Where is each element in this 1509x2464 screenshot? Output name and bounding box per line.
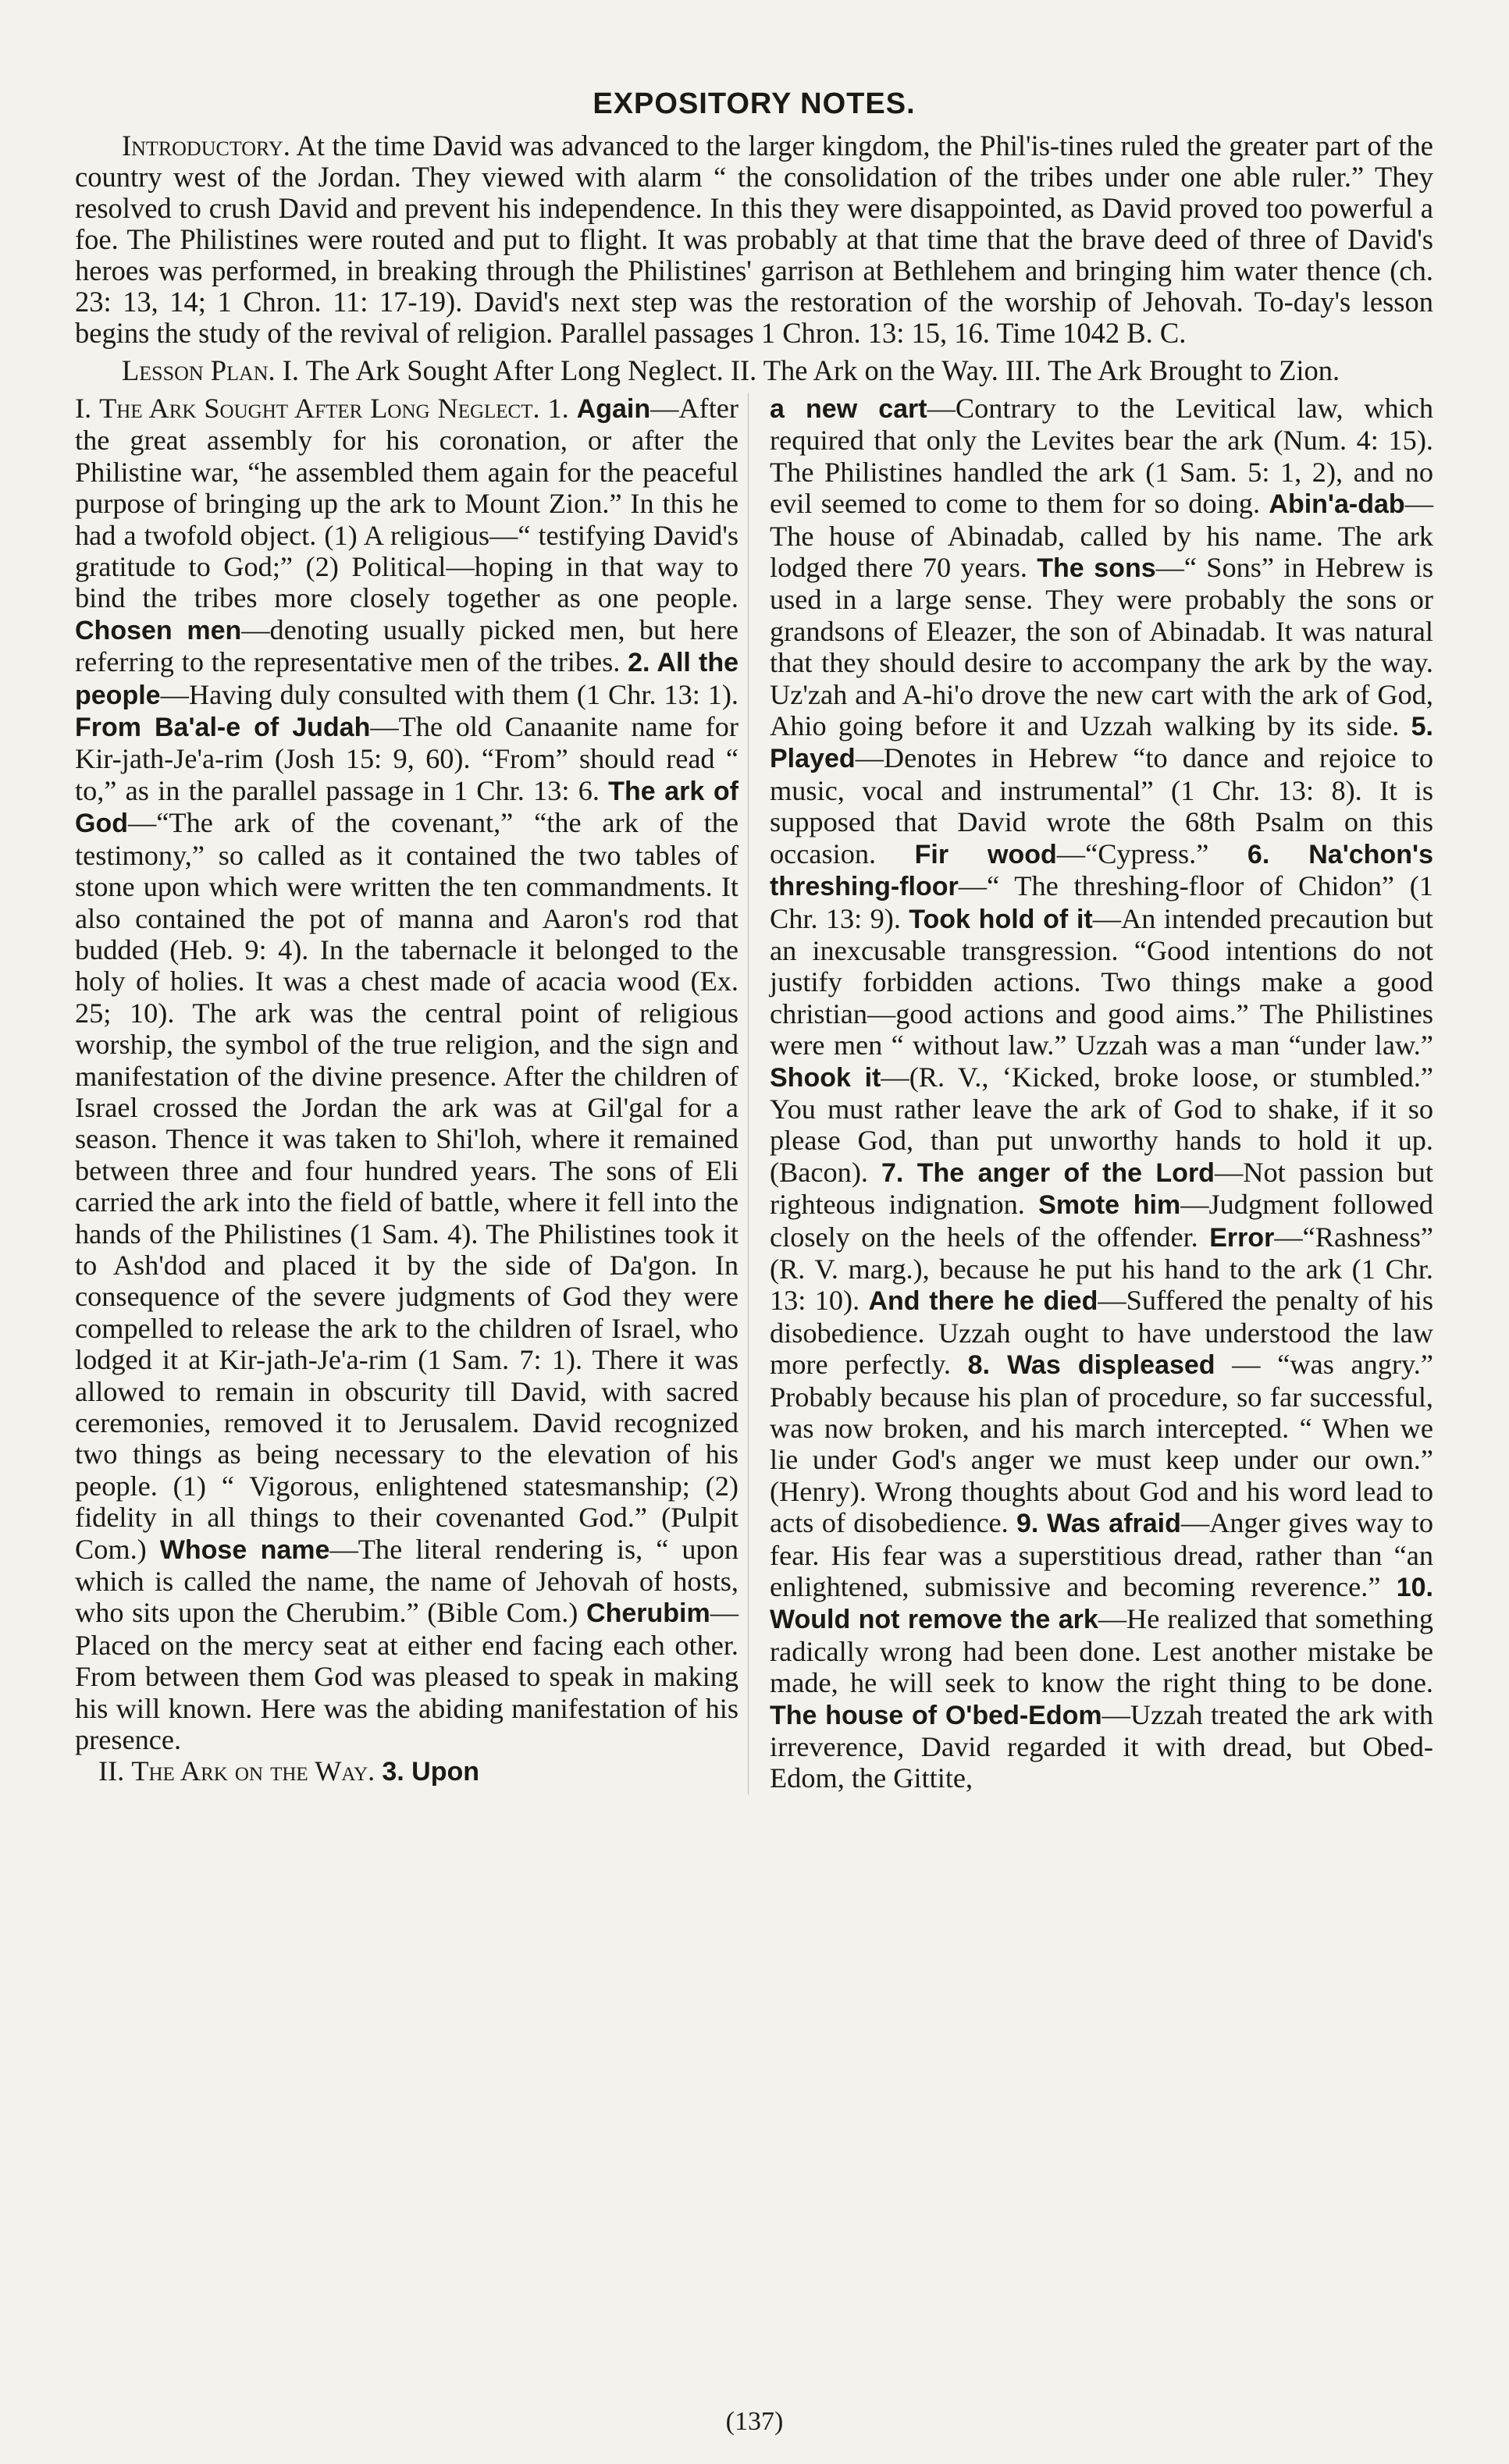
right-column-text: —“Cypress.”	[1056, 837, 1247, 869]
left-column-keyword: 2. All the people	[75, 648, 738, 710]
right-column-keyword: Fir wood	[914, 839, 1057, 869]
introduction-label: Introductory.	[122, 130, 290, 162]
left-column-keyword: Again	[576, 394, 651, 424]
right-column-keyword: The house of O'bed-Edom	[770, 1700, 1102, 1730]
right-column-text: —Denotes in Hebrew “to dance and rejoice to music, vocal and instrumental” (1 Chr. 13: 8). It is supposed that David wrote the 68th Psalm on this occasion.	[770, 742, 1433, 869]
left-column-text: —“The ark of the covenant,” “the ark of the testimony,” so called as it contained the two tables of stone upon which were written the ten commandments. It also contained the pot of manna and Aaron's rod that budded (Heb. 9: 4). In the tabernacle it belonged to the holy of holies. It was a chest made of acacia wood (Ex. 25; 10). The ark was the central point of religious worship, the symbol of the true religion, and the sign and manifestation of the divine presence. After the children of Israel crossed the Jordan the ark was at Gil'gal for a season. Thence it was taken to Shi'loh, where it remained between three and four hundred years. The sons of Eli carried the ark into the field of battle, where it fell into the hands of the Philistines (1 Sam. 4). The Philistines took it to Ash'dod and placed it by the side of Da'gon. In consequence of the severe judgments of God they were compelled to release the ark to the children of Israel, who lodged it at Kir-jath-Je'a-rim (1 Sam. 7: 1). There it was allowed to remain in obscurity till David, with sacred ceremonies, removed it to Jerusalem. David recognized two things as being necessary to the elevation of his people. (1) “ Vigorous, enlightened statesmanship; (2) fidelity in all things to their covenanted God.” (Pulpit Com.)	[75, 807, 738, 1565]
right-column-text: —(R. V., ‘Kicked, broke loose, or stumbled.” You must rather leave the ark of God to shake, if it so please God, than put unworthy hands to hold it up. (Bacon).	[770, 1061, 1434, 1188]
right-column-keyword: 9. Was afraid	[1016, 1509, 1181, 1539]
right-column-text: —“ Sons” in Hebrew is used in a large sense. They were probably the sons or grandsons of Eleazer, the son of Abinadab. It was natural that they should desire to accompany the ark by the way. Uz'zah and A-hi'o drove the new cart with the ark of God, Ahio going before it and Uzzah walking by its side.	[770, 552, 1433, 742]
left-column-text	[75, 393, 738, 1755]
left-column-tail-heading: The Ark on the Way.	[131, 1755, 375, 1787]
left-column-text: —The old Canaanite name for Kir-jath-Je'a-rim (Josh 15: 9, 60). “From” should read “ to,” as in the parallel passage in 1 Chr. 13: 6.	[75, 711, 738, 806]
page-title: EXPOSITORY NOTES.	[593, 87, 916, 120]
left-column-tail-keyword: 3. Upon	[382, 1757, 480, 1787]
left-column-text: 1.	[539, 393, 577, 424]
right-column-text: —Uzzah treated the ark with irreverence, David regarded it with dread, but Obed-Edom, the Gittite,	[770, 1698, 1433, 1794]
right-column	[770, 393, 1433, 1794]
right-column-keyword: Shook it	[770, 1062, 881, 1093]
right-column-keyword: 6. Na'chon's threshing-floor	[770, 839, 1433, 902]
right-column-text: —“Rashness” (R. V. marg.), because he put his hand to the ark (1 Chr. 13: 10).	[770, 1221, 1433, 1317]
lesson-plan-text: I. The Ark Sought After Long Neglect. II. The Ark on the Way. III. The Ark Brought to Zion.	[282, 354, 1340, 386]
left-column-text: I.	[75, 393, 100, 424]
introduction-paragraph	[75, 130, 1433, 349]
introduction-text: At the time David was advanced to the larger kingdom, the Phil'is-tines ruled the greater part of the country west of the Jordan. They viewed with alarm “ the consolidation of the tribes under one able ruler.” They resolved to crush David and prevent his independence. In this they were disappointed, as David proved too powerful a foe. The Philistines were routed and put to flight. It was probably at that time that the brave deed of three of David's heroes was performed, in breaking through the Philistines' garrison at Bethlehem and bringing him water thence (ch. 23: 13, 14; 1 Chron. 11: 17-19). David's next step was the restoration of the worship of Jehovah. To-day's lesson begins the study of the revival of religion. Parallel passages 1 Chron. 13: 15, 16. Time 1042 B. C.	[75, 130, 1433, 349]
left-column-tail-text	[375, 1755, 382, 1787]
left-column-tail-text: II.	[98, 1755, 132, 1787]
left-column-text: —denoting usually picked men, but here referring to the representative men of the tribes.	[75, 613, 738, 678]
right-column-text: —An intended precaution but an inexcusable transgression. “Good intentions do not justify forbidden actions. Two things make a good christian—good actions and good aims.” The Philistines were men “ without law.” Uzzah was a man “under law.”	[770, 902, 1433, 1061]
left-column	[75, 393, 749, 1794]
left-column-text: —Having duly consulted with them (1 Chr. 13: 1).	[160, 678, 738, 710]
page-number: (137)	[725, 2407, 784, 2436]
right-column-keyword: 8. Was displeased	[967, 1350, 1215, 1381]
right-column-text: —Not passion but righteous indignation.	[770, 1156, 1433, 1221]
right-column-keyword: 5. Played	[770, 712, 1433, 774]
right-column-keyword: Took hold of it	[909, 904, 1093, 934]
left-column-keyword: The ark of God	[75, 776, 739, 839]
left-column-keyword: Cherubim	[586, 1598, 710, 1629]
right-column-keyword: Smote him	[1038, 1190, 1181, 1221]
lesson-plan-label: Lesson Plan.	[122, 354, 276, 386]
left-column-keyword: From Ba'al-e of Judah	[75, 713, 371, 743]
right-column-text: —Anger gives way to fear. His fear was a superstitious dread, rather than “an enlightened, submissive and becoming reverence.”	[770, 1507, 1433, 1603]
left-column-heading: The Ark Sought After Long Neglect.	[99, 393, 540, 424]
lesson-plan-paragraph	[75, 355, 1433, 386]
right-column-keyword: And there he died	[868, 1286, 1098, 1317]
right-column-text: —The house of Abinadab, called by his name. The ark lodged there 70 years.	[770, 488, 1433, 584]
notes-columns	[75, 393, 1433, 1794]
right-column-keyword: The sons	[1037, 553, 1156, 584]
left-column-keyword: Whose name	[159, 1534, 330, 1565]
right-column-keyword: a new cart	[770, 394, 927, 424]
right-column-text: —Suffered the penalty of his disobedience. Uzzah ought to have understood the law more perfectly.	[770, 1285, 1433, 1381]
section-heading-ark-on-the-way	[75, 1755, 738, 1787]
left-column-text: —The literal rendering is, “ upon which is called the name, the name of Jehovah of hosts, who sits upon the Cherubim.” (Bible Com.)	[75, 1533, 739, 1629]
right-column-text: —Judgment followed closely on the heels of the offender.	[770, 1189, 1433, 1253]
left-column-keyword: Chosen men	[75, 615, 242, 645]
right-column-keyword: 10. Would not remove the ark	[770, 1573, 1433, 1635]
right-column-keyword: Abin'a-dab	[1269, 489, 1405, 520]
right-column-text: —“ The threshing-floor of Chidon” (1 Chr. 13: 9).	[770, 870, 1433, 934]
right-column-keyword: Error	[1209, 1222, 1275, 1253]
right-column-text: —He realized that something radically wrong had been done. Lest another mistake be made, he will seek to know the right thing to be done.	[770, 1603, 1433, 1699]
left-column-text: —Placed on the mercy seat at either end facing each other. From between them God was pleased to speak in making his will known. Here was the abiding manifestation of his presence.	[75, 1597, 738, 1756]
page	[75, 87, 1433, 1794]
left-column-text: —After the great assembly for his coronation, or after the Philistine war, “he assembled them again for the peaceful purpose of bringing up the ark to Mount Zion.” In this he had a twofold object. (1) A religious—“ testifying David's gratitude to God;” (2) Political—hoping in that way to bind the tribes more closely together as one people.	[75, 393, 738, 614]
right-column-text	[770, 393, 1433, 1794]
right-column-text: — “was angry.” Probably because his plan of procedure, so far successful, was now broken, and his march intercepted. “ When we lie under God's anger we must keep under our own.” (Henry). Wrong thoughts about God and his word lead to acts of disobedience.	[770, 1349, 1433, 1539]
right-column-text: —Contrary to the Levitical law, which required that only the Levites bear the ark (Num. 4: 15). The Philistines handled the ark (1 Sam. 5: 1, 2), and no evil seemed to come to them for so doing.	[770, 393, 1433, 520]
right-column-keyword: 7. The anger of the Lord	[881, 1157, 1215, 1188]
